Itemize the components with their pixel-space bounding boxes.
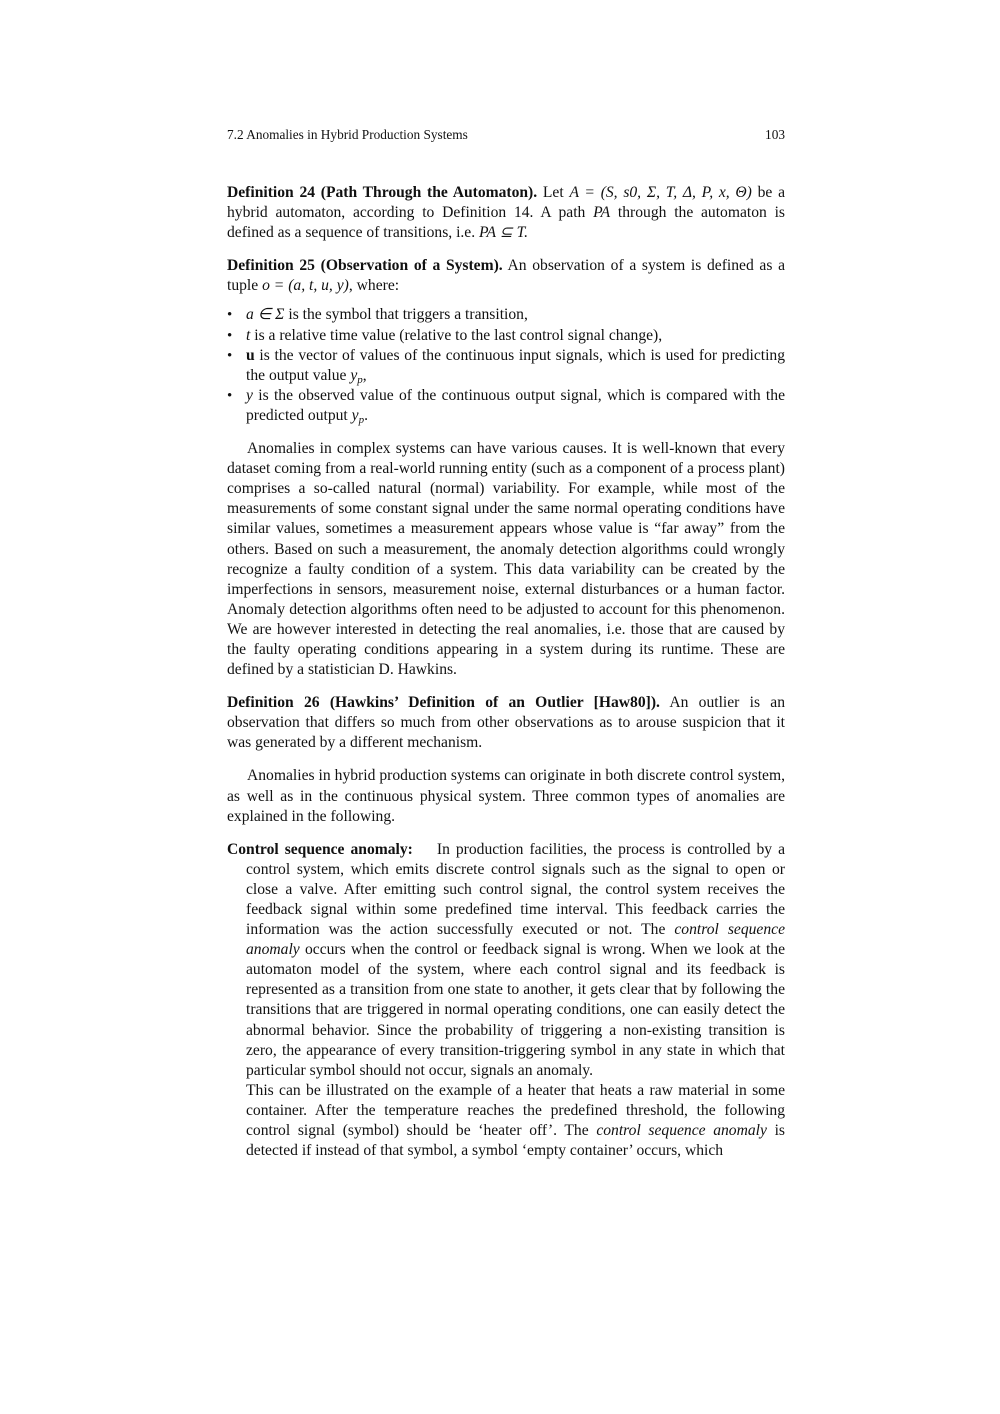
paragraph-anomaly-types: Anomalies in hybrid production systems can originate in both discrete control system, as well as in the continuous physical system. Three common types of anomalies are explained in the following. <box>227 767 785 825</box>
bullet-text: is the symbol that triggers a transition, <box>288 306 528 324</box>
bullet-symbol: y <box>246 386 253 404</box>
control-sequence-anomaly-item <box>227 840 785 1081</box>
observation-tuple: o = (a, t, u, y) <box>262 277 349 295</box>
list-item <box>227 346 785 386</box>
bullet-icon: • <box>227 347 233 364</box>
definition-24-text-3: through the automaton is defined as a sequence of transitions, i.e. <box>227 204 785 242</box>
running-head <box>227 126 785 144</box>
path-symbol: PA <box>593 204 611 222</box>
bullet-icon: • <box>227 387 233 404</box>
bullet-icon: • <box>227 307 233 324</box>
section-title: 7.2 Anomalies in Hybrid Production Systems <box>227 127 468 142</box>
control-term-2: control sequence anomaly <box>596 1122 767 1140</box>
bullet-text: is a relative time value (relative to the last control signal change), <box>254 326 663 344</box>
bullet-symbol: u <box>246 346 255 364</box>
control-sequence-anomaly-title: Control sequence anomaly: <box>227 840 413 858</box>
predicted-output-subscript: p <box>358 413 365 426</box>
observation-bullet-list <box>227 305 785 426</box>
subset-expression: PA ⊆ T. <box>479 224 529 242</box>
predicted-output-subscript: p <box>357 373 363 386</box>
punctuation: . <box>364 406 368 424</box>
definition-25-title: Definition 25 (Observation of a System). <box>227 257 503 275</box>
definition-25-text-end: , where: <box>348 277 400 295</box>
definition-25 <box>227 256 785 296</box>
definition-26-title: Definition 26 (Hawkins’ Definition of an Outlier [Haw80]). <box>227 694 660 712</box>
automaton-tuple: A = (S, s0, Σ, T, Δ, P, x, Θ) <box>569 184 752 201</box>
definition-26-text: An outlier is an observation that differs so much from other observations as to arouse suspicion that it was generated by a different mechanism. <box>227 694 786 752</box>
definition-24 <box>227 183 785 243</box>
control-text-4: is detected if instead of that symbol, a symbol ‘empty container’ occurs, which <box>246 1122 785 1160</box>
predicted-output-symbol: y <box>351 406 359 424</box>
paragraph-anomaly-causes: Anomalies in complex systems can have various causes. It is well-known that every dataset coming from a real-world running entity (such as a component of a process plant) comprises a so-called natural (normal) variability. For example, while most of the measurements of some constant signal under the same normal operating conditions have similar values, sometimes a measurement appears whose value is “far away” from the others. Based on such a measurement, the anomaly detection algorithms could wrongly recognize a faulty condition of a system. This data variability can be created by the imperfections in sensors, measurement noise, external disturbances or a human factor. Anomaly detection algorithms often need to be adjusted to account for this phenomenon. We are however interested in detecting the real anomalies, i.e. those that are caused by the faulty operating conditions appearing in a system during its runtime. These are defined by a statistician D. Hawkins. <box>227 440 785 679</box>
page-number: 103 <box>765 127 785 142</box>
list-item <box>227 305 785 325</box>
page-body <box>227 126 785 1161</box>
definition-24-text: Let <box>542 184 564 201</box>
control-sequence-example <box>227 1081 785 1161</box>
bullet-icon: • <box>227 327 233 344</box>
bullet-text: is the vector of values of the continuous input signals, which is used for predicting the output value <box>246 346 786 384</box>
punctuation: , <box>362 366 367 384</box>
definition-24-text-2: be a hybrid automaton, according to Definition 14. A path <box>227 184 785 222</box>
control-term: control sequence anomaly <box>246 921 785 959</box>
bullet-text: is the observed value of the continuous output signal, which is compared with the predicted output <box>246 386 785 424</box>
definition-25-text: An observation of a system is defined as a tuple <box>227 257 785 295</box>
control-text-2: occurs when the control or feedback signal is wrong. When we look at the automaton model of the system, where each control signal and its feedback is represented as a transition from one state to another, it gets clear that by following the transitions that are triggered in normal operating conditions, one can easily detect the abnormal behavior. Since the probability of triggering a non-existing transition is zero, the appearance of every transition-triggering symbol in any state in which that particular symbol should not occur, signals an anomaly. <box>246 941 786 1079</box>
definition-26 <box>227 693 785 753</box>
control-text-1: In production facilities, the process is controlled by a control system, which emits discrete control signals such as the signal to open or close a valve. After emitting such control signal, the control system receives the feedback signal within some predefined time interval. This feedback carries the information was the action successfully executed or not. The <box>246 840 786 939</box>
list-item <box>227 326 785 346</box>
definition-24-title: Definition 24 (Path Through the Automaton). <box>227 184 538 201</box>
list-item <box>227 386 785 426</box>
bullet-symbol: a ∈ Σ <box>246 306 285 324</box>
predicted-output-symbol: y <box>350 366 358 384</box>
control-text-3: This can be illustrated on the example of a heater that heats a raw material in some container. After the temperature reaches the predefined threshold, the following control signal (symbol) should be ‘heater off’. The <box>246 1081 785 1140</box>
bullet-symbol: t <box>246 326 251 344</box>
